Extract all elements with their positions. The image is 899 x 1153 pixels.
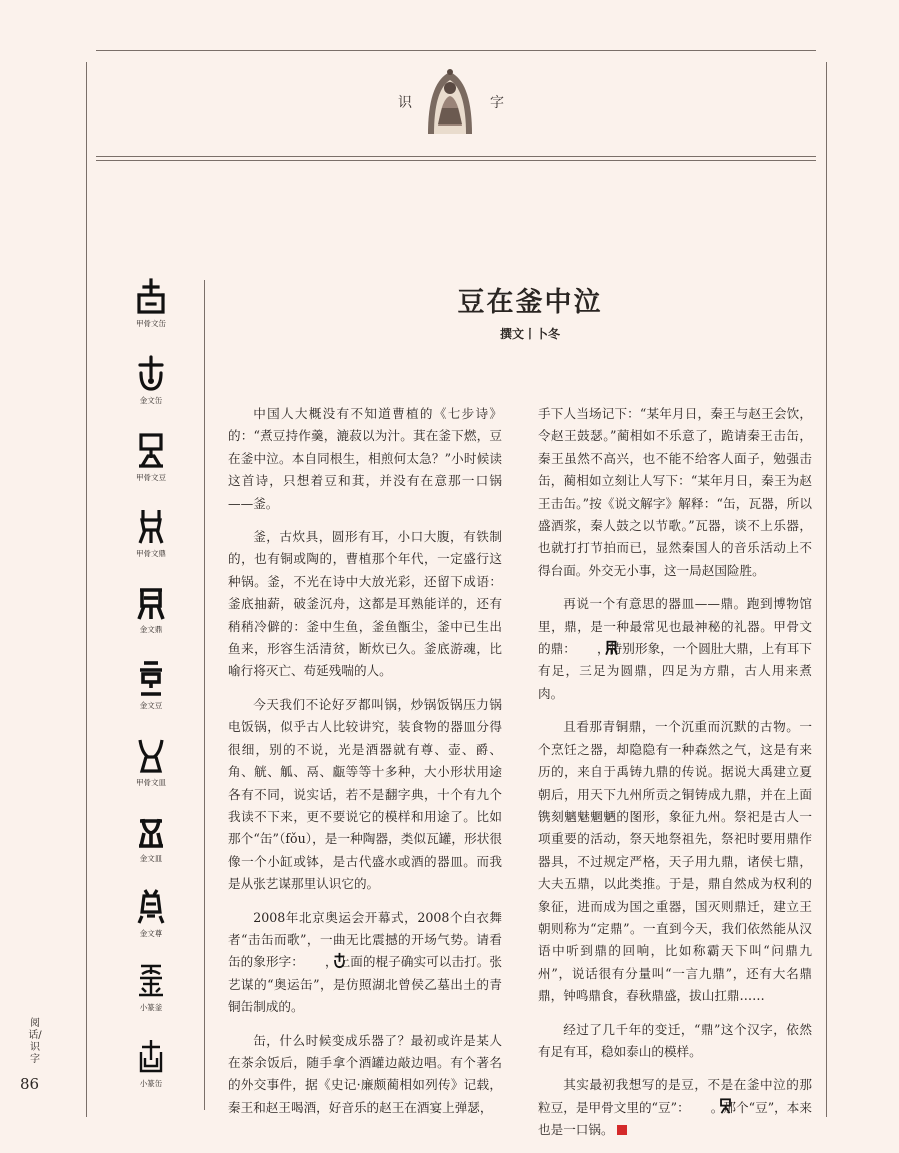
oracle-dou-glyph-icon bbox=[692, 1098, 709, 1115]
oracle-min-glyph-icon bbox=[128, 737, 174, 788]
section-footer-label: 阅话/识字 bbox=[28, 1018, 42, 1065]
top-rule bbox=[96, 50, 816, 51]
sidebar-divider bbox=[204, 280, 205, 1110]
seal-fu-glyph-icon bbox=[128, 962, 174, 1013]
bronze-fou-glyph-icon bbox=[306, 952, 323, 969]
paragraph-text: ，上面的棍子确实可以击打。张艺谋的“奥运缶”，是仿照湖北曾侯乙墓出土的青铜缶制成的。 bbox=[228, 954, 503, 1015]
article-author: 撰文丨卜冬 bbox=[499, 327, 560, 341]
paragraph: 手下人当场记下：“某年月日，秦王与赵王会饮，令赵王鼓瑟。”蔺相如不乐意了，跪请秦王击缶，秦王虽然不高兴，也不能不给客人面子，勉强击缶，蔺相如立刻让人写下：“某年月日，秦王为赵王击缶。”按《说文解字》解释：“缶，瓦器，所以盛酒浆，秦人鼓之以节歌。”瓦器，谈不上乐器，也就打打节拍而已，显然秦国人的音乐活动上不得台面。外交无小事，这一局赵国险胜。 bbox=[538, 406, 812, 578]
seal-fou-glyph-icon bbox=[128, 1038, 174, 1089]
glyph-label: 甲骨文鼎 bbox=[136, 549, 166, 558]
glyph-label: 小篆釜 bbox=[139, 1003, 163, 1012]
bronze-min-glyph-icon bbox=[128, 813, 174, 864]
paragraph: 且看那青铜鼎，一个沉重而沉默的古物。一个烹饪之器，却隐隐有一种森然之气，这是有来历的，来自于禹铸九鼎的传说。据说大禹建立夏朝后，用天下九州所贡之铜铸成九鼎，并在上面镌刻魑魅魍魉的图形，象征九州。祭祀是古人一项重要的活动，祭天地祭祖先，祭祀时要用鼎作器具，不过规定严格，天子用九鼎，诸侯七鼎，大夫五鼎，以此类推。于是，鼎自然成为权利的象征，进而成为国之重器，国灭则鼎迁，建立王朝则称为“定鼎”。一直到今天，我们依然能从汉语中听到鼎的回响，比如称霸天下叫“问鼎九州”，说话很有分量叫“一言九鼎”，还有大名鼎鼎，钟鸣鼎食，春秋鼎盛，拔山扛鼎…… bbox=[538, 719, 812, 1004]
oracle-dou-glyph-icon bbox=[128, 432, 174, 483]
glyph-label: 金文缶 bbox=[139, 396, 163, 405]
right-frame-rule bbox=[826, 62, 827, 1117]
section-label-left: 识 bbox=[398, 95, 412, 111]
figure-emblem-icon bbox=[424, 64, 476, 134]
glyph-label: 金文豆 bbox=[139, 701, 163, 710]
header-rule-1 bbox=[96, 156, 816, 157]
bronze-fou-glyph-icon bbox=[128, 355, 174, 406]
header-rule-2 bbox=[96, 160, 816, 161]
section-label-right: 字 bbox=[490, 95, 504, 111]
glyph-label: 金文皿 bbox=[139, 854, 163, 863]
bronze-zun-glyph-icon bbox=[128, 888, 174, 939]
bronze-dou-glyph-icon bbox=[128, 660, 174, 711]
paragraph bbox=[538, 1074, 812, 1141]
article-column-1 bbox=[228, 403, 502, 1130]
glyph-label: 甲骨文缶 bbox=[136, 319, 166, 328]
paragraph bbox=[538, 593, 812, 705]
glyph-label: 金文鼎 bbox=[139, 625, 163, 634]
end-mark-icon bbox=[617, 1125, 627, 1135]
article-column-2 bbox=[538, 403, 812, 1153]
oracle-fou-glyph-icon bbox=[128, 278, 174, 329]
article-title: 豆在釜中泣 bbox=[457, 287, 603, 318]
oracle-ding-glyph-icon bbox=[128, 508, 174, 559]
glyph-label: 甲骨文皿 bbox=[136, 778, 166, 787]
paragraph: 缶，什么时候变成乐器了？最初或许是某人在茶余饭后，随手拿个酒罐边敲边唱。有个著名的外交事件，据《史记·廉颇蔺相如列传》记载，秦王和赵王喝酒，好音乐的赵王在酒宴上弹瑟， bbox=[228, 1032, 502, 1115]
left-frame-rule bbox=[86, 62, 87, 1117]
bronze-ding-glyph-icon bbox=[128, 584, 174, 635]
glyph-label: 金文尊 bbox=[139, 929, 163, 938]
paragraph: 中国人大概没有不知道曹植的《七步诗》的：“煮豆持作羹，漉菽以为汁。萁在釜下燃，豆在釜中泣。本自同根生，相煎何太急？”小时候读这首诗，只想着豆和萁，并没有在意那一口锅——釜。 bbox=[228, 406, 502, 511]
glyph-label: 甲骨文豆 bbox=[136, 473, 166, 482]
paragraph-text: ，特别形象，一个圆肚大鼎，上有耳下有足，三足为圆鼎，四足为方鼎，古人用来煮肉。 bbox=[538, 641, 813, 701]
paragraph: 经过了几千年的变迁，“鼎”这个汉字，依然有足有耳，稳如泰山的模样。 bbox=[538, 1021, 812, 1059]
paragraph: 釜，古炊具，圆形有耳，小口大腹，有铁制的，也有铜或陶的，曹植那个年代，一定盛行这种锅。釜，不光在诗中大放光彩，还留下成语：釜底抽薪，破釜沉舟，这都是耳熟能详的，还有稍稍冷僻的：釜中生鱼，釜鱼甑尘，釜中已生出鱼来，形容生活清贫，断炊已久。釜底游魂，比喻行将灭亡、苟延残喘的人。 bbox=[228, 529, 502, 679]
glyph-label: 小篆缶 bbox=[139, 1079, 163, 1088]
paragraph-text: 其实最初我想写的是豆，不是在釜中泣的那粒豆，是甲骨文里的“豆”： bbox=[538, 1077, 812, 1115]
paragraph bbox=[228, 907, 502, 1019]
paragraph-text: 2008年北京奥运会开幕式，2008个白衣舞者“击缶而歌”，一曲无比震撼的开场气势。请看缶的象形字： bbox=[228, 909, 502, 970]
oracle-ding-glyph-icon bbox=[578, 639, 595, 656]
paragraph-text: 再说一个有意思的器皿——鼎。跑到博物馆里，鼎，是一种最常见也最神秘的礼器。甲骨文的鼎： bbox=[538, 596, 812, 657]
page-number: 86 bbox=[20, 1075, 40, 1093]
paragraph-text: 。那个“豆”，本来也是一口锅。 bbox=[538, 1099, 812, 1138]
paragraph: 今天我们不论好歹都叫锅，炒锅饭锅压力锅电饭锅，似乎古人比较讲究，装食物的器皿分得很细，别的不说，光是酒器就有尊、壶、爵、角、觥、觚、鬲、甗等等十多种，大小形状用途各有不同，说实话，若不是翻字典，十个有九个我读不下来，更不要说它的模样和用途了。比如那个“缶”（fǒu），是一种陶器，类似瓦罐，形状很像一个小缸或钵，是古代盛水或酒的器皿。而我是从张艺谋那里认识它的。 bbox=[228, 696, 502, 892]
